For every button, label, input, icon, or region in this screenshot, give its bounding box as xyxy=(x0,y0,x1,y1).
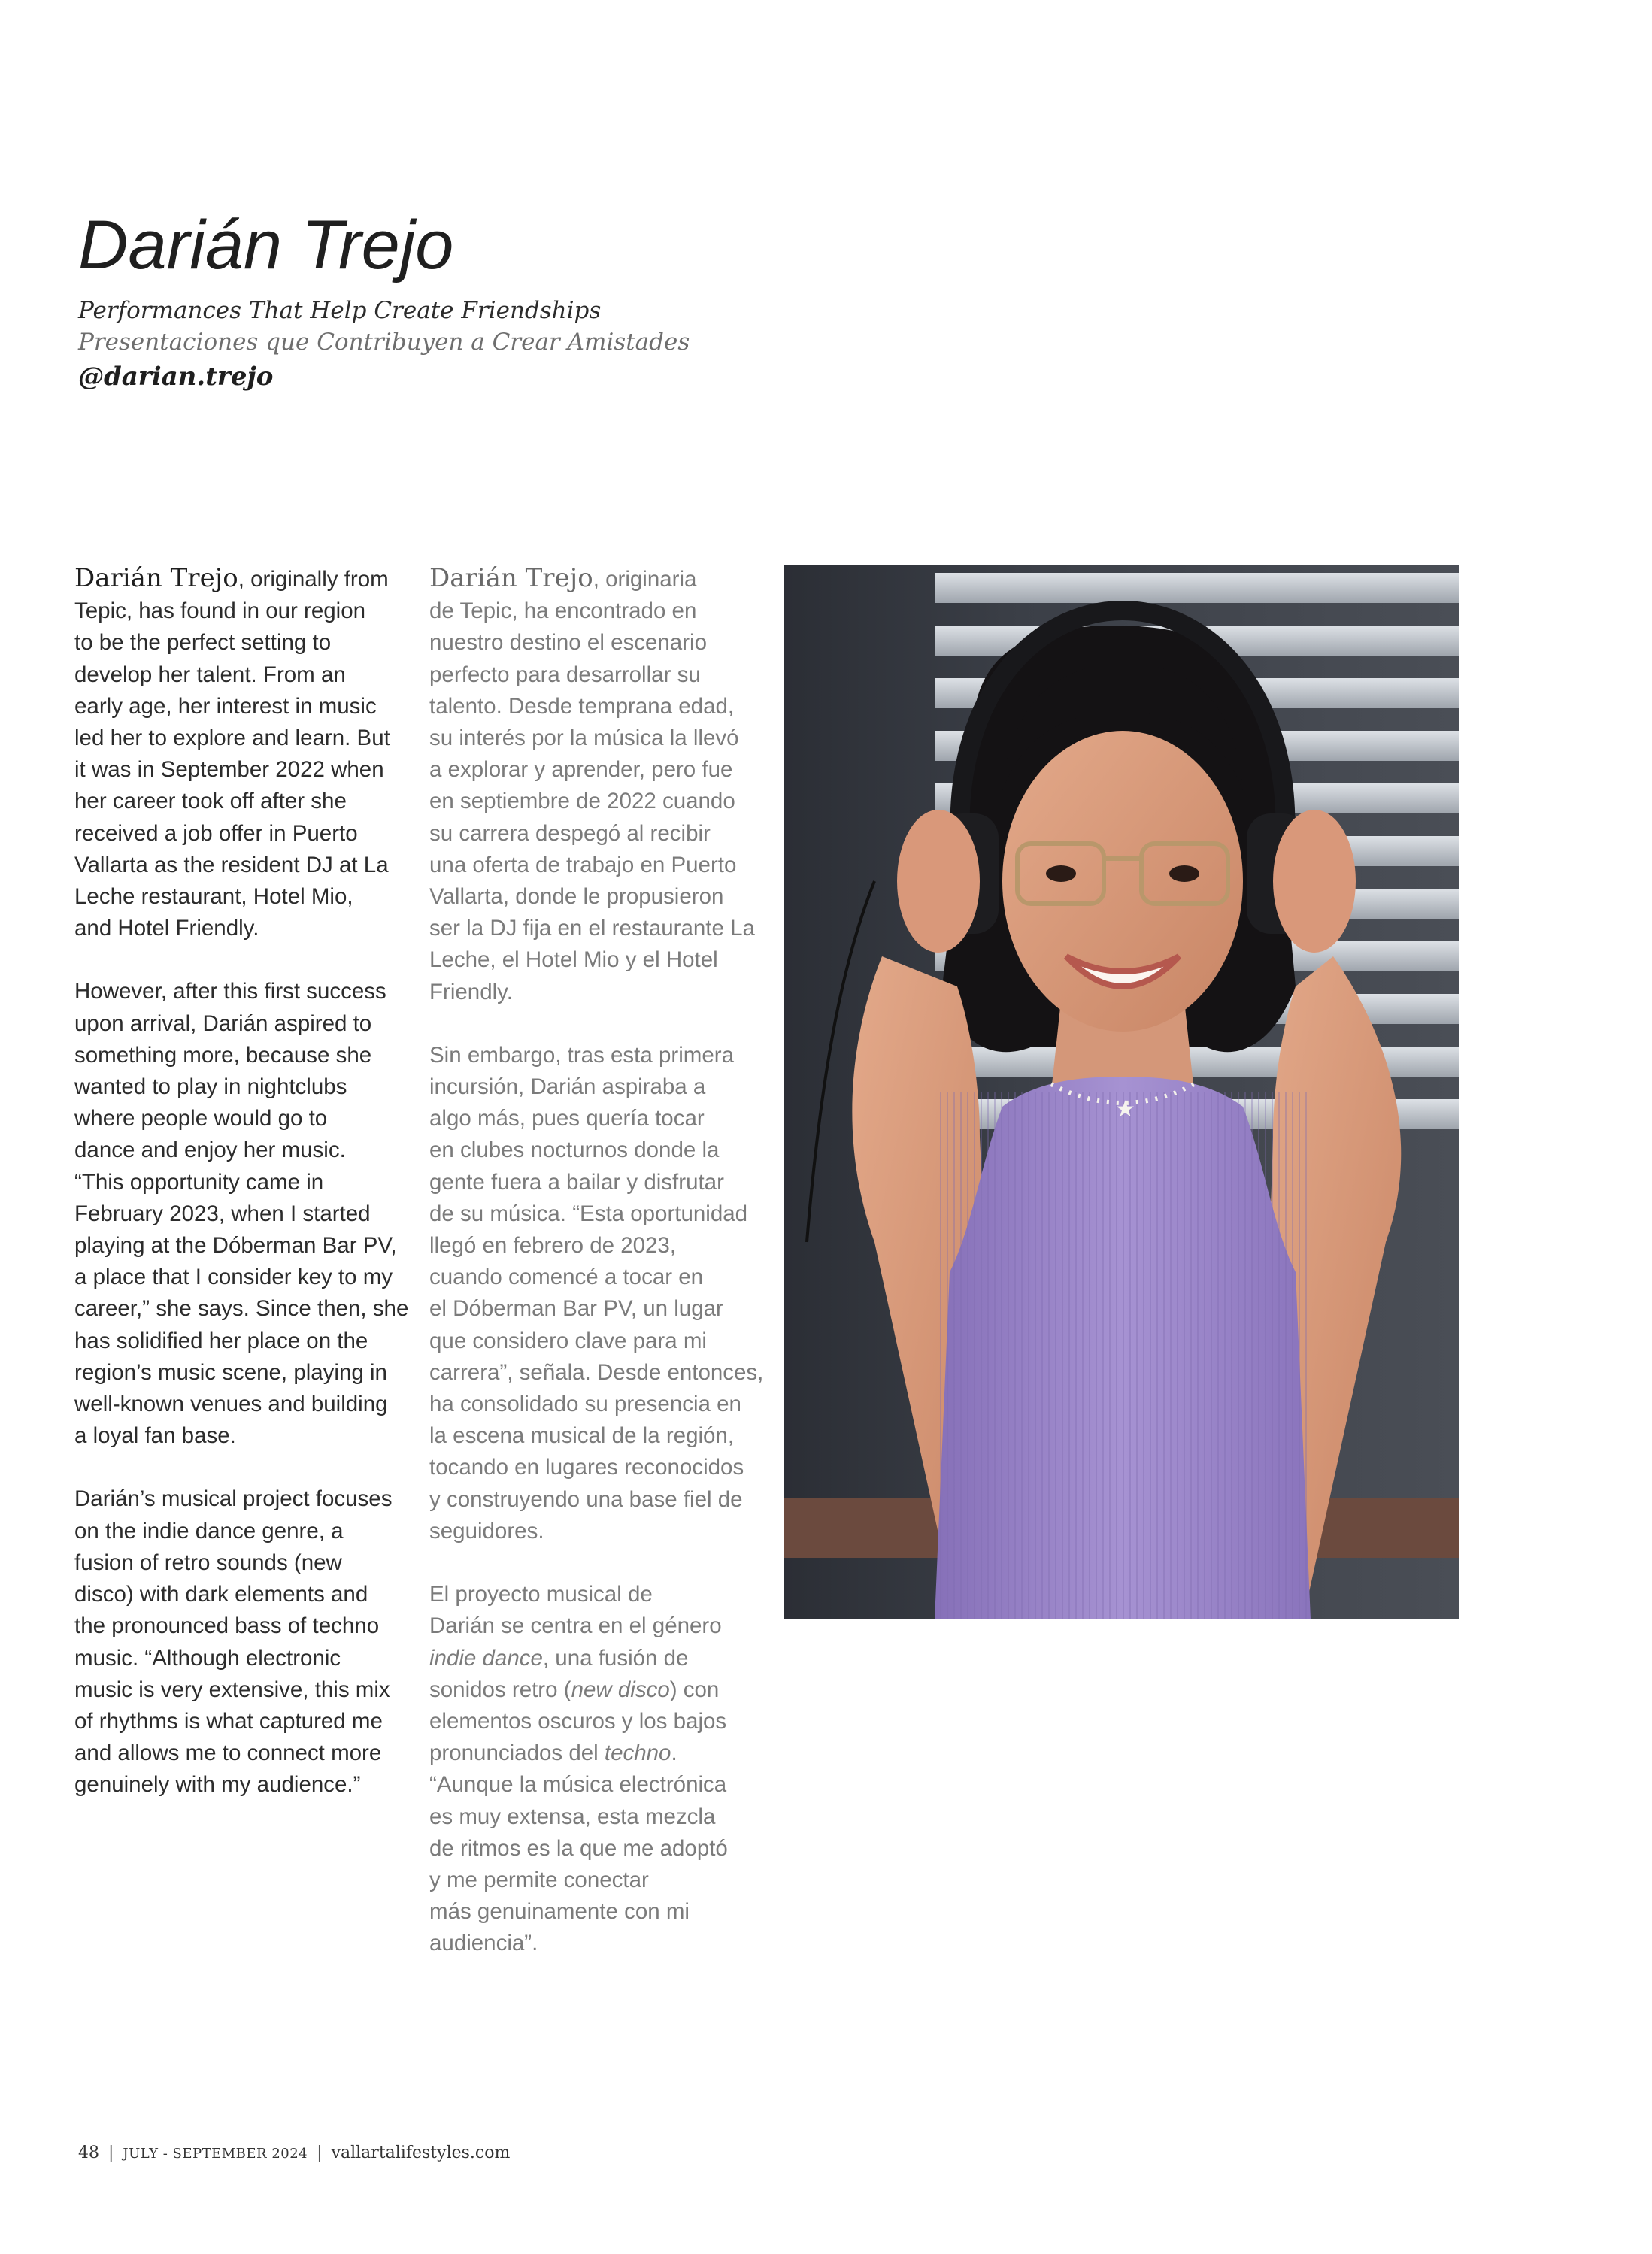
text-line: upon arrival, Darián aspired to xyxy=(74,1010,372,1036)
footer-divider: | xyxy=(317,2143,323,2162)
genre-term: indie dance xyxy=(429,1645,543,1671)
text-line: well-known venues and building xyxy=(74,1392,388,1417)
issue-date: JULY - SEPTEMBER 2024 xyxy=(123,2146,308,2162)
text-line: February 2023, when I started xyxy=(74,1201,371,1226)
text-fragment: . xyxy=(671,1740,677,1766)
text-line: something more, because she xyxy=(74,1042,372,1068)
text-line: cuando comencé a tocar en xyxy=(429,1265,704,1290)
text-line: Sin embargo, tras esta primera xyxy=(429,1042,734,1068)
text-line: Vallarta as the resident DJ at La xyxy=(74,852,389,877)
text-line: fusion of retro sounds (new xyxy=(74,1550,342,1575)
text-line: develop her talent. From an xyxy=(74,662,346,687)
text-line: incursión, Darián aspiraba a xyxy=(429,1074,706,1100)
text-line: ser la DJ fija en el restaurante La xyxy=(429,916,755,941)
spanish-paragraph-1 xyxy=(429,562,763,1008)
text-line: perfecto para desarrollar su xyxy=(429,662,701,687)
text-line: music is very extensive, this mix xyxy=(74,1677,390,1702)
text-line xyxy=(429,1674,763,1706)
text-line: más genuinamente con mi xyxy=(429,1899,690,1925)
text-line: “Aunque la música electrónica xyxy=(429,1772,727,1798)
right-eye xyxy=(1169,865,1199,882)
text-fragment: , una fusión de xyxy=(542,1645,689,1671)
page-footer xyxy=(78,2143,510,2162)
text-fragment: pronunciados del xyxy=(429,1740,605,1766)
lead-name: Darián Trejo xyxy=(429,563,593,593)
portrait-photo xyxy=(784,565,1459,1619)
lead-name: Darián Trejo xyxy=(74,563,238,593)
text-line: career,” she says. Since then, she xyxy=(74,1296,409,1322)
text-line: genuinely with my audience.” xyxy=(74,1772,361,1798)
text-line: music. “Although electronic xyxy=(74,1645,341,1671)
footer-divider: | xyxy=(108,2143,114,2162)
portrait-illustration xyxy=(784,565,1459,1619)
genre-term: techno xyxy=(604,1740,671,1766)
text-line: on the indie dance genre, a xyxy=(74,1518,344,1544)
text-line: a loyal fan base. xyxy=(74,1423,236,1449)
text-line: region’s music scene, playing in xyxy=(74,1359,387,1385)
text-line: Friendly. xyxy=(429,979,513,1004)
subtitle-spanish: Presentaciones que Contribuyen a Crear Amistades xyxy=(78,329,690,356)
star-pendant-icon: ★ xyxy=(1115,1096,1135,1122)
text-line: However, after this first success xyxy=(74,979,386,1004)
text-line: ha consolidado su presencia en xyxy=(429,1392,741,1417)
left-eye xyxy=(1046,865,1076,882)
english-column xyxy=(74,562,408,1833)
text-line: carrera”, señala. Desde entonces, xyxy=(429,1359,764,1385)
text-line: una oferta de trabajo en Puerto xyxy=(429,852,737,877)
text-line: es muy extensa, esta mezcla xyxy=(429,1804,716,1829)
text-line: su interés por la música la llevó xyxy=(429,726,739,751)
text-line xyxy=(429,562,763,595)
text-line: de su música. “Esta oportunidad xyxy=(429,1201,748,1226)
text-line: su carrera despegó al recibir xyxy=(429,820,711,846)
text-fragment: ) con xyxy=(669,1677,720,1702)
text-line: Tepic, has found in our region xyxy=(74,598,366,624)
left-hand xyxy=(897,810,980,953)
text-line: talento. Desde temprana edad, xyxy=(429,693,735,719)
text-line: El proyecto musical de xyxy=(429,1582,653,1607)
text-line: la escena musical de la región, xyxy=(429,1423,735,1449)
text-line: of rhythms is what captured me xyxy=(74,1708,383,1734)
text-line: and allows me to connect more xyxy=(74,1740,382,1766)
text-line: y construyendo una base fiel de xyxy=(429,1486,743,1512)
text-line: de Tepic, ha encontrado en xyxy=(429,598,697,624)
text-line: Darián’s musical project focuses xyxy=(74,1486,393,1512)
text-line: , originally from xyxy=(238,567,389,592)
text-line: a explorar y aprender, pero fue xyxy=(429,757,733,783)
text-line: dance and enjoy her music. xyxy=(74,1138,346,1163)
website-link[interactable]: vallartalifestyles.com xyxy=(331,2143,511,2162)
text-line: Vallarta, donde le propusieron xyxy=(429,884,724,910)
text-line: y me permite conectar xyxy=(429,1867,649,1892)
text-line: nuestro destino el escenario xyxy=(429,630,707,656)
text-line: playing at the Dóberman Bar PV, xyxy=(74,1233,397,1259)
text-line: disco) with dark elements and xyxy=(74,1582,368,1607)
text-line: seguidores. xyxy=(429,1518,544,1544)
english-paragraph-1 xyxy=(74,562,408,944)
spanish-paragraph-3 xyxy=(429,1579,763,1959)
right-hand xyxy=(1273,810,1356,953)
text-line: the pronounced bass of techno xyxy=(74,1613,380,1639)
text-line: tocando en lugares reconocidos xyxy=(429,1455,744,1480)
social-handle[interactable]: @darian.trejo xyxy=(78,362,274,392)
article-title: Darián Trejo xyxy=(78,207,454,283)
spanish-paragraph-2 xyxy=(429,1040,763,1547)
text-line: and Hotel Friendly. xyxy=(74,916,259,941)
text-line: en septiembre de 2022 cuando xyxy=(429,789,735,814)
english-paragraph-2 xyxy=(74,976,408,1452)
text-line: to be the perfect setting to xyxy=(74,630,332,656)
text-line: it was in September 2022 when xyxy=(74,757,384,783)
text-line: received a job offer in Puerto xyxy=(74,820,358,846)
text-line: her career took off after she xyxy=(74,789,347,814)
spanish-column xyxy=(429,562,763,1992)
text-line: que considero clave para mi xyxy=(429,1328,707,1353)
page-number: 48 xyxy=(78,2143,99,2162)
text-line: led her to explore and learn. But xyxy=(74,726,390,751)
text-line xyxy=(74,562,408,595)
text-line: audiencia”. xyxy=(429,1931,538,1956)
text-line: el Dóberman Bar PV, un lugar xyxy=(429,1296,723,1322)
text-line: en clubes nocturnos donde la xyxy=(429,1138,720,1163)
text-line: , originaria xyxy=(593,567,697,592)
english-paragraph-3 xyxy=(74,1483,408,1801)
text-line: elementos oscuros y los bajos xyxy=(429,1708,727,1734)
text-line: llegó en febrero de 2023, xyxy=(429,1233,677,1259)
text-line xyxy=(429,1737,763,1769)
text-line: early age, her interest in music xyxy=(74,693,377,719)
subtitle-english: Performances That Help Create Friendships xyxy=(78,297,602,324)
text-line: Darián se centra en el género xyxy=(429,1613,722,1639)
text-line: a place that I consider key to my xyxy=(74,1265,393,1290)
text-line: gente fuera a bailar y disfrutar xyxy=(429,1169,724,1195)
text-line: de ritmos es la que me adoptó xyxy=(429,1835,728,1861)
shirt-ribbing xyxy=(935,1092,1311,1619)
text-line: where people would go to xyxy=(74,1106,328,1132)
text-fragment: sonidos retro ( xyxy=(429,1677,571,1702)
text-line: algo más, pues quería tocar xyxy=(429,1106,705,1132)
text-line: “This opportunity came in xyxy=(74,1169,324,1195)
genre-term: new disco xyxy=(571,1677,670,1702)
text-line: Leche restaurant, Hotel Mio, xyxy=(74,884,353,910)
text-line: wanted to play in nightclubs xyxy=(74,1074,347,1100)
text-line xyxy=(429,1643,763,1674)
text-line: Leche, el Hotel Mio y el Hotel xyxy=(429,947,718,973)
text-line: has solidified her place on the xyxy=(74,1328,368,1353)
